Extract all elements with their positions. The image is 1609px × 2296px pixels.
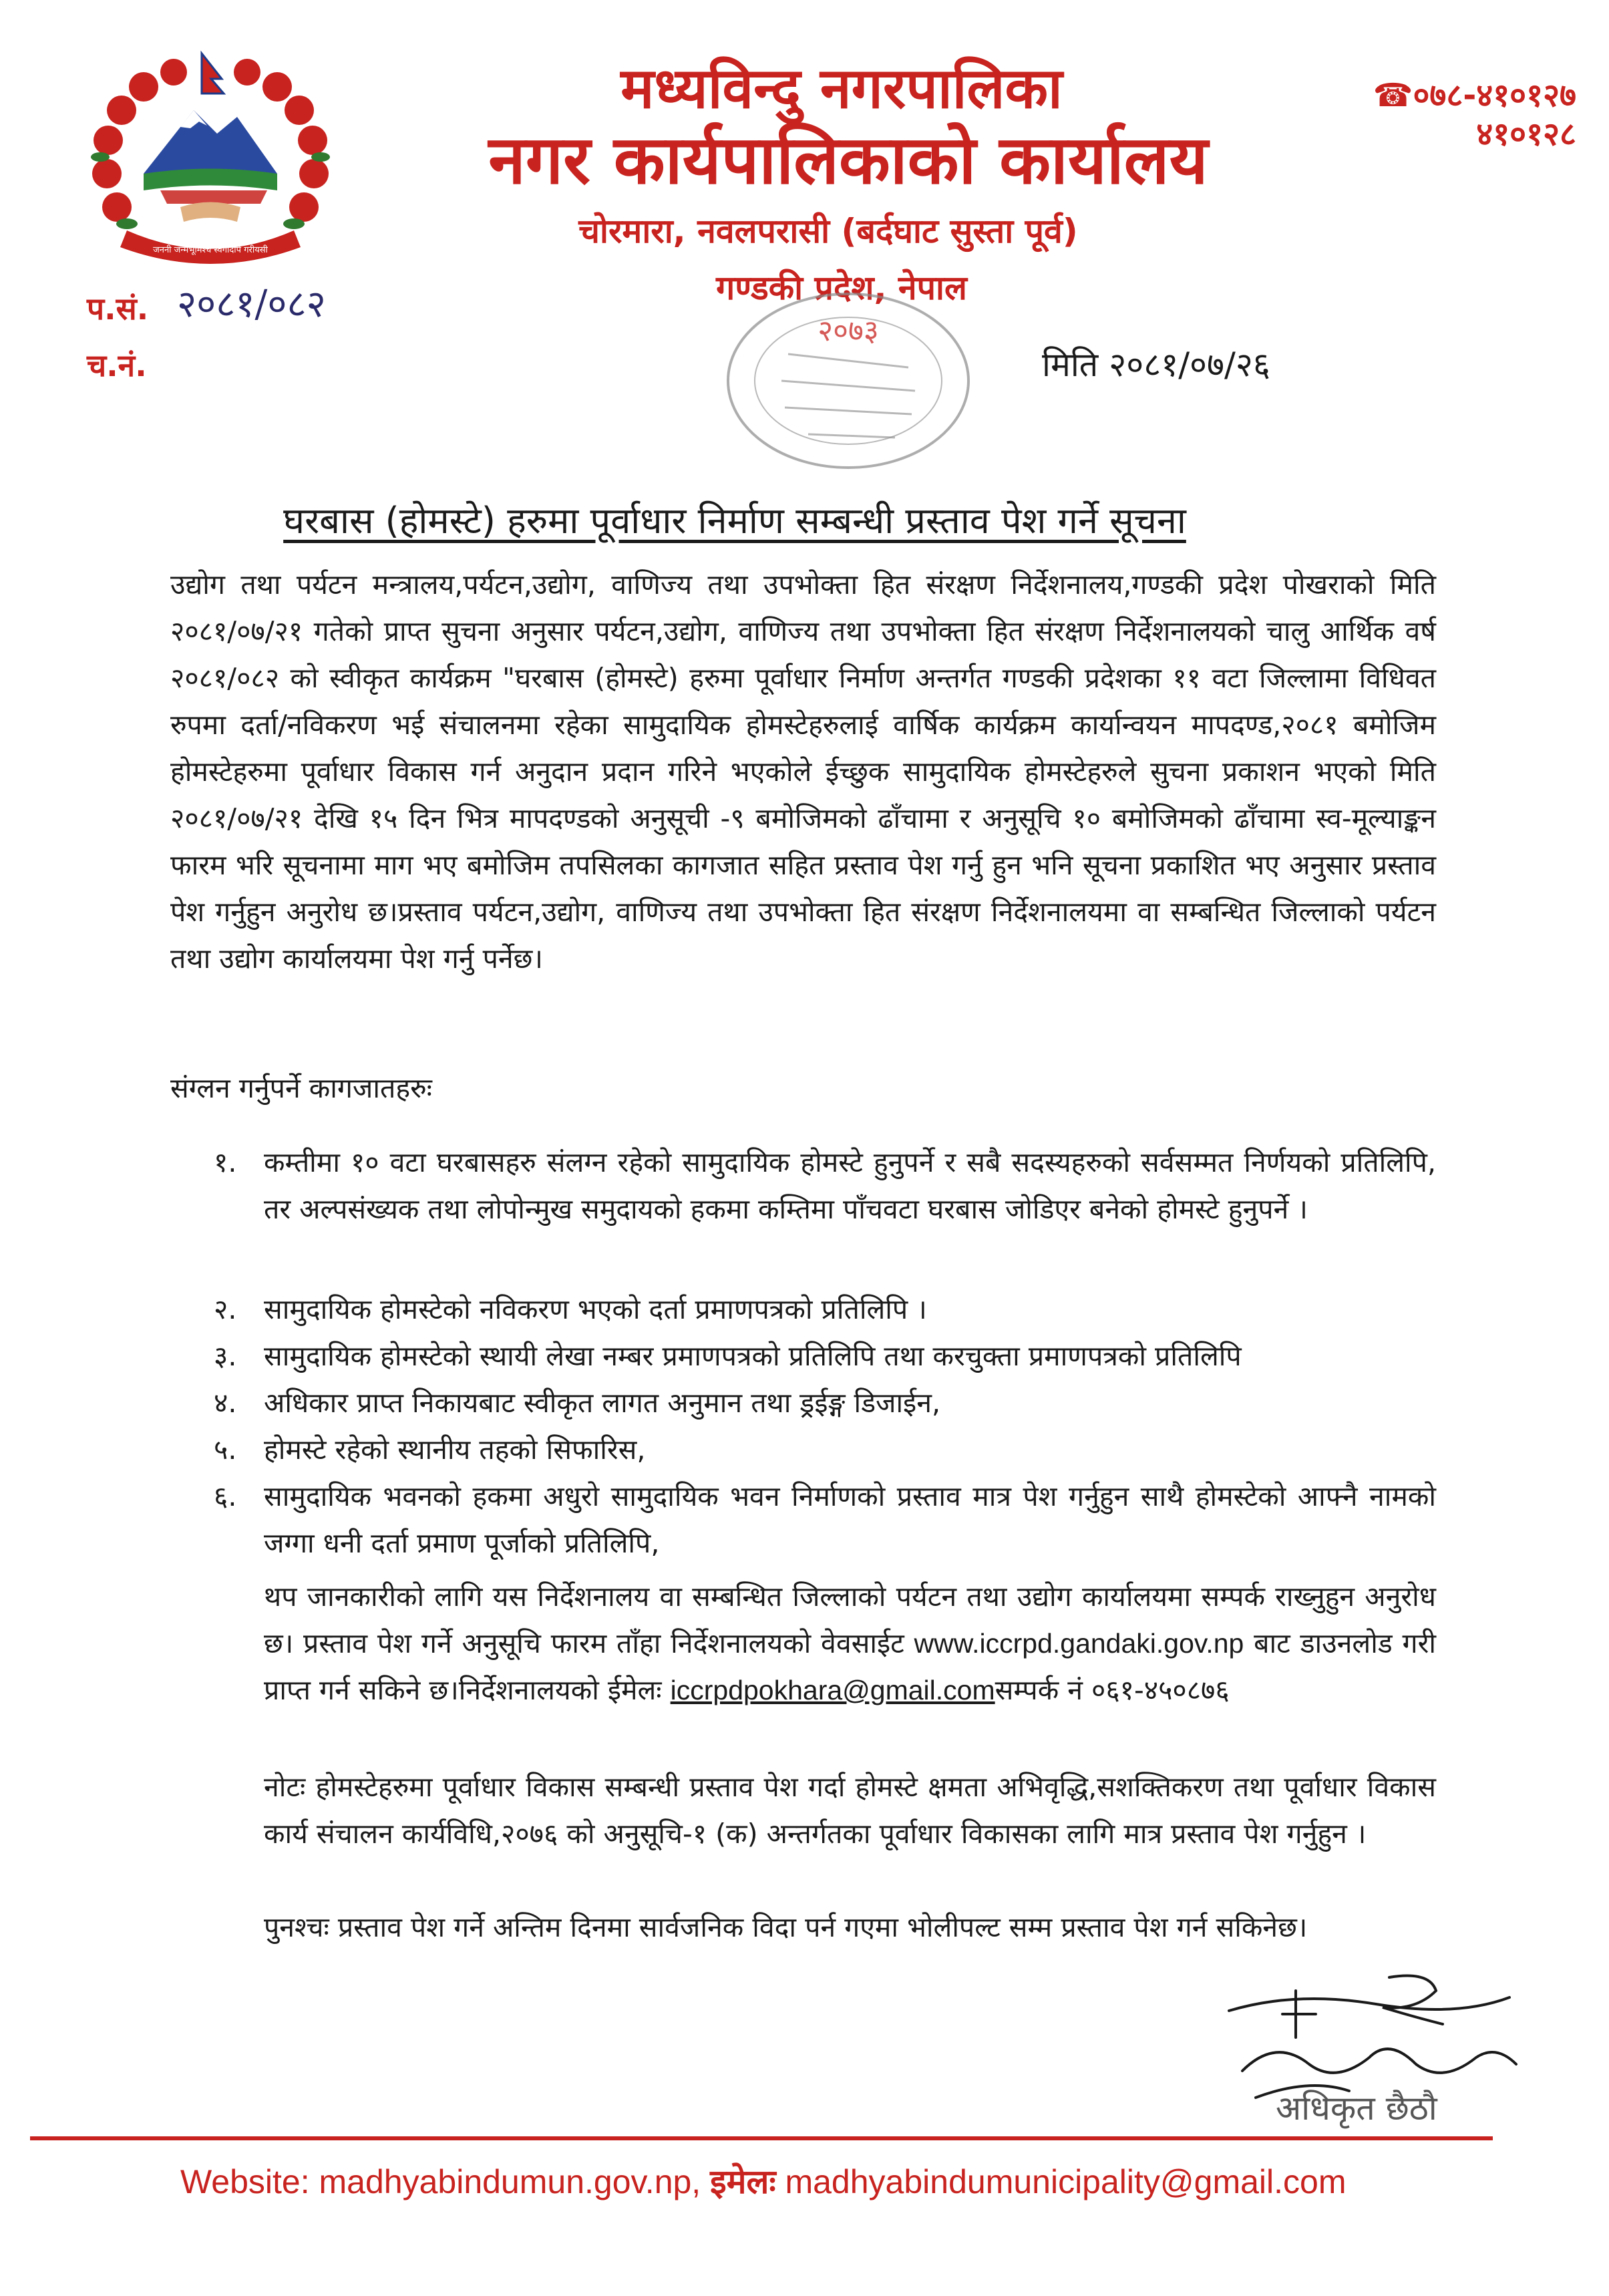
attachment-number: ४. xyxy=(214,1387,237,1419)
office-province: गण्डकी प्रदेश, नेपाल xyxy=(716,269,967,307)
footer-divider xyxy=(30,2136,1493,2140)
attachment-item xyxy=(214,1333,1436,1379)
footer-website-label: Website: xyxy=(180,2163,310,2200)
attachment-item xyxy=(214,1473,1436,1567)
notice-subject: घरबास (होमस्टे) हरुमा पूर्वाधार निर्माण सम्बन्धी प्रस्ताव पेश गर्ने सूचना xyxy=(283,500,1186,542)
attachment-text: सामुदायिक होमस्टेको नविकरण भएको दर्ता प्रमाणपत्रको प्रतिलिपि । xyxy=(264,1293,927,1325)
attachment-text: सामुदायिक होमस्टेको स्थायी लेखा नम्बर प्रमाणपत्रको प्रतिलिपि तथा करचुक्ता प्रमाणपत्रको प्रतिलिपि xyxy=(264,1340,1242,1372)
contact-paragraph xyxy=(264,1573,1436,1713)
phone-icon: ☎ xyxy=(1373,77,1413,114)
phone-number-2: ४१०१२८ xyxy=(1476,115,1576,153)
directorate-email-link[interactable]: iccrpdpokhara@gmail.com xyxy=(670,1675,995,1705)
attachment-number: १. xyxy=(214,1146,237,1178)
attachment-text: कम्तीमा १० वटा घरबासहरु संलग्न रहेको सामुदायिक होमस्टे हुनुपर्ने र सबै सदस्यहरुको सर्वसम्मत निर्णयको प्रतिलिपि, तर अल्पसंख्यक तथा लोपोन्मुख समुदायको हकमा कम्तिमा पाँचवटा घरबास जोडिएर बनेको होमस्टे हुनुपर्ने । xyxy=(264,1146,1436,1225)
phone-number-1: ०७८-४१०१२७ xyxy=(1413,77,1576,114)
note-paragraph: नोटः होमस्टेहरुमा पूर्वाधार विकास सम्बन्धी प्रस्ताव पेश गर्दा होमस्टे क्षमता अभिवृद्धि,सशक्तिकरण तथा पूर्वाधार विकास कार्य संचालन कार्यविधि,२०७६ को अनुसूचि-१ (क) अन्तर्गतका पूर्वाधार विकासका लागि मात्र प्रस्ताव पेश गर्नुहुन । xyxy=(264,1771,1436,1850)
attachment-item xyxy=(214,1286,1436,1333)
letter-date: मिति २०८१/०७/२६ xyxy=(1042,345,1270,384)
attachment-text: होमस्टे रहेको स्थानीय तहको सिफारिस, xyxy=(264,1434,646,1466)
attachment-text: अधिकार प्राप्त निकायबाट स्वीकृत लागत अनुमान तथा ड्रईङ्ग डिजाईन, xyxy=(264,1387,940,1419)
contact-text-1: थप जानकारीको लागि यस निर्देशनालय वा सम्बन्धित जिल्लाको पर्यटन तथा उद्योग कार्यालयमा सम्पर्क राख्नुहुन अनुरोध छ। प्रस्ताव पेश गर्ने अनुसूचि फारम ताँहा निर्देशनालयको वेवसाईट xyxy=(264,1581,1436,1659)
attachments-heading: संग्लन गर्नुपर्ने कागजातहरुः xyxy=(170,1072,432,1104)
office-address: चोरमारा, नवलपरासी (बर्दघाट सुस्ता पूर्व) xyxy=(578,212,1078,251)
footer-email-label: इमेलः xyxy=(710,2162,776,2201)
contact-text-3: सम्पर्क नं ०६१-४५०८७६ xyxy=(995,1674,1230,1706)
footer-website-link[interactable]: madhyabindumun.gov.np, xyxy=(319,2163,701,2200)
signer-title: अधिकृत छैठौ xyxy=(1276,2089,1437,2128)
attachment-text: सामुदायिक भवनको हकमा अधुरो सामुदायिक भवन निर्माणको प्रस्ताव मात्र पेश गर्नुहुन साथै होमस्टेको आफ्नै नामको जग्गा धनी दर्ता प्रमाण पूर्जाको प्रतिलिपि, xyxy=(264,1480,1436,1559)
government-emblem xyxy=(80,47,341,274)
footer xyxy=(180,2158,1346,2203)
notice-body: उद्योग तथा पर्यटन मन्त्रालय,पर्यटन,उद्योग, वाणिज्य तथा उपभोक्ता हित संरक्षण निर्देशनालय,गण्डकी प्रदेश पोखराको मिति २०८१/०७/२१ गतेको प्राप्त सुचना अनुसार पर्यटन,उद्योग, वाणिज्य तथा उपभोक्ता हित संरक्षण निर्देशनालयको चालु आर्थिक वर्ष २०८१/०८२ को स्वीकृत कार्यक्रम "घरबास (होमस्टे) हरुमा पूर्वाधार निर्माण अन्तर्गत गण्डकी प्रदेशका ११ वटा जिल्लामा विधिवत रुपमा दर्ता/नविकरण भई संचालनमा रहेका सामुदायिक होमस्टेहरुलाई वार्षिक कार्यक्रम कार्यान्वयन मापदण्ड,२०८१ बमोजिम होमस्टेहरुमा पूर्वाधार विकास गर्न अनुदान प्रदान गरिने भएकोले ईच्छुक सामुदायिक होमस्टेहरुले सुचना प्रकाशन भएको मिति २०८१/०७/२१ देखि १५ दिन भित्र मापदण्डको अनुसूची -९ बमोजिमको ढाँचामा र अनुसूचि १० बमोजिमको ढाँचामा स्व-मूल्याङ्कन फारम भरि सूचनामा माग भए बमोजिम तपसिलका कागजात सहित प्रस्ताव पेश गर्नु हुन भनि सूचना प्रकाशित भए अनुसार प्रस्ताव पेश गर्नुहुन अनुरोध छ।प्रस्ताव पर्यटन,उद्योग, वाणिज्य तथा उपभोक्ता हित संरक्षण निर्देशनालयमा वा सम्बन्धित जिल्लाको पर्यटन तथा उद्योग कार्यालयमा पेश गर्नु पर्नेछ। xyxy=(170,568,1436,975)
attachment-number: ५. xyxy=(214,1434,237,1466)
svg-text:२०७३: २०७३ xyxy=(818,314,879,348)
contact-text-2: बाट डाउनलोड गरी प्राप्त गर्न सकिने छ।निर्देशनालयको ईमेलः xyxy=(264,1627,1436,1706)
footer-email-link[interactable]: madhyabindumunicipality@gmail.com xyxy=(785,2163,1347,2200)
directorate-website-link[interactable]: www.iccrpd.gandaki.gov.np xyxy=(914,1628,1244,1659)
office-stamp xyxy=(708,281,989,481)
ref-label: प.सं. xyxy=(87,291,149,327)
attachment-item xyxy=(214,1139,1436,1233)
attachment-item xyxy=(214,1379,1436,1426)
ref-number: २०८१/०८२ xyxy=(177,283,326,326)
office-name: नगर कार्यपालिकाको कार्यालय xyxy=(488,121,1208,199)
dispatch-label: च.नं. xyxy=(87,347,147,383)
postscript: पुनश्चः प्रस्ताव पेश गर्ने अन्तिम दिनमा सार्वजनिक विदा पर्न गएमा भोलीपल्ट सम्म प्रस्ताव पेश गर्न सकिनेछ। xyxy=(264,1911,1308,1943)
attachment-item xyxy=(214,1426,1436,1473)
phone-block xyxy=(1309,77,1576,154)
attachment-number: ६. xyxy=(214,1480,237,1512)
attachment-number: ३. xyxy=(214,1340,237,1372)
org-name: मध्यविन्दु नगरपालिका xyxy=(620,55,1063,121)
emblem-motto: जननी जन्मभूमिश्च स्वर्गादपि गरीयसी xyxy=(153,245,268,255)
attachment-number: २. xyxy=(214,1293,237,1325)
